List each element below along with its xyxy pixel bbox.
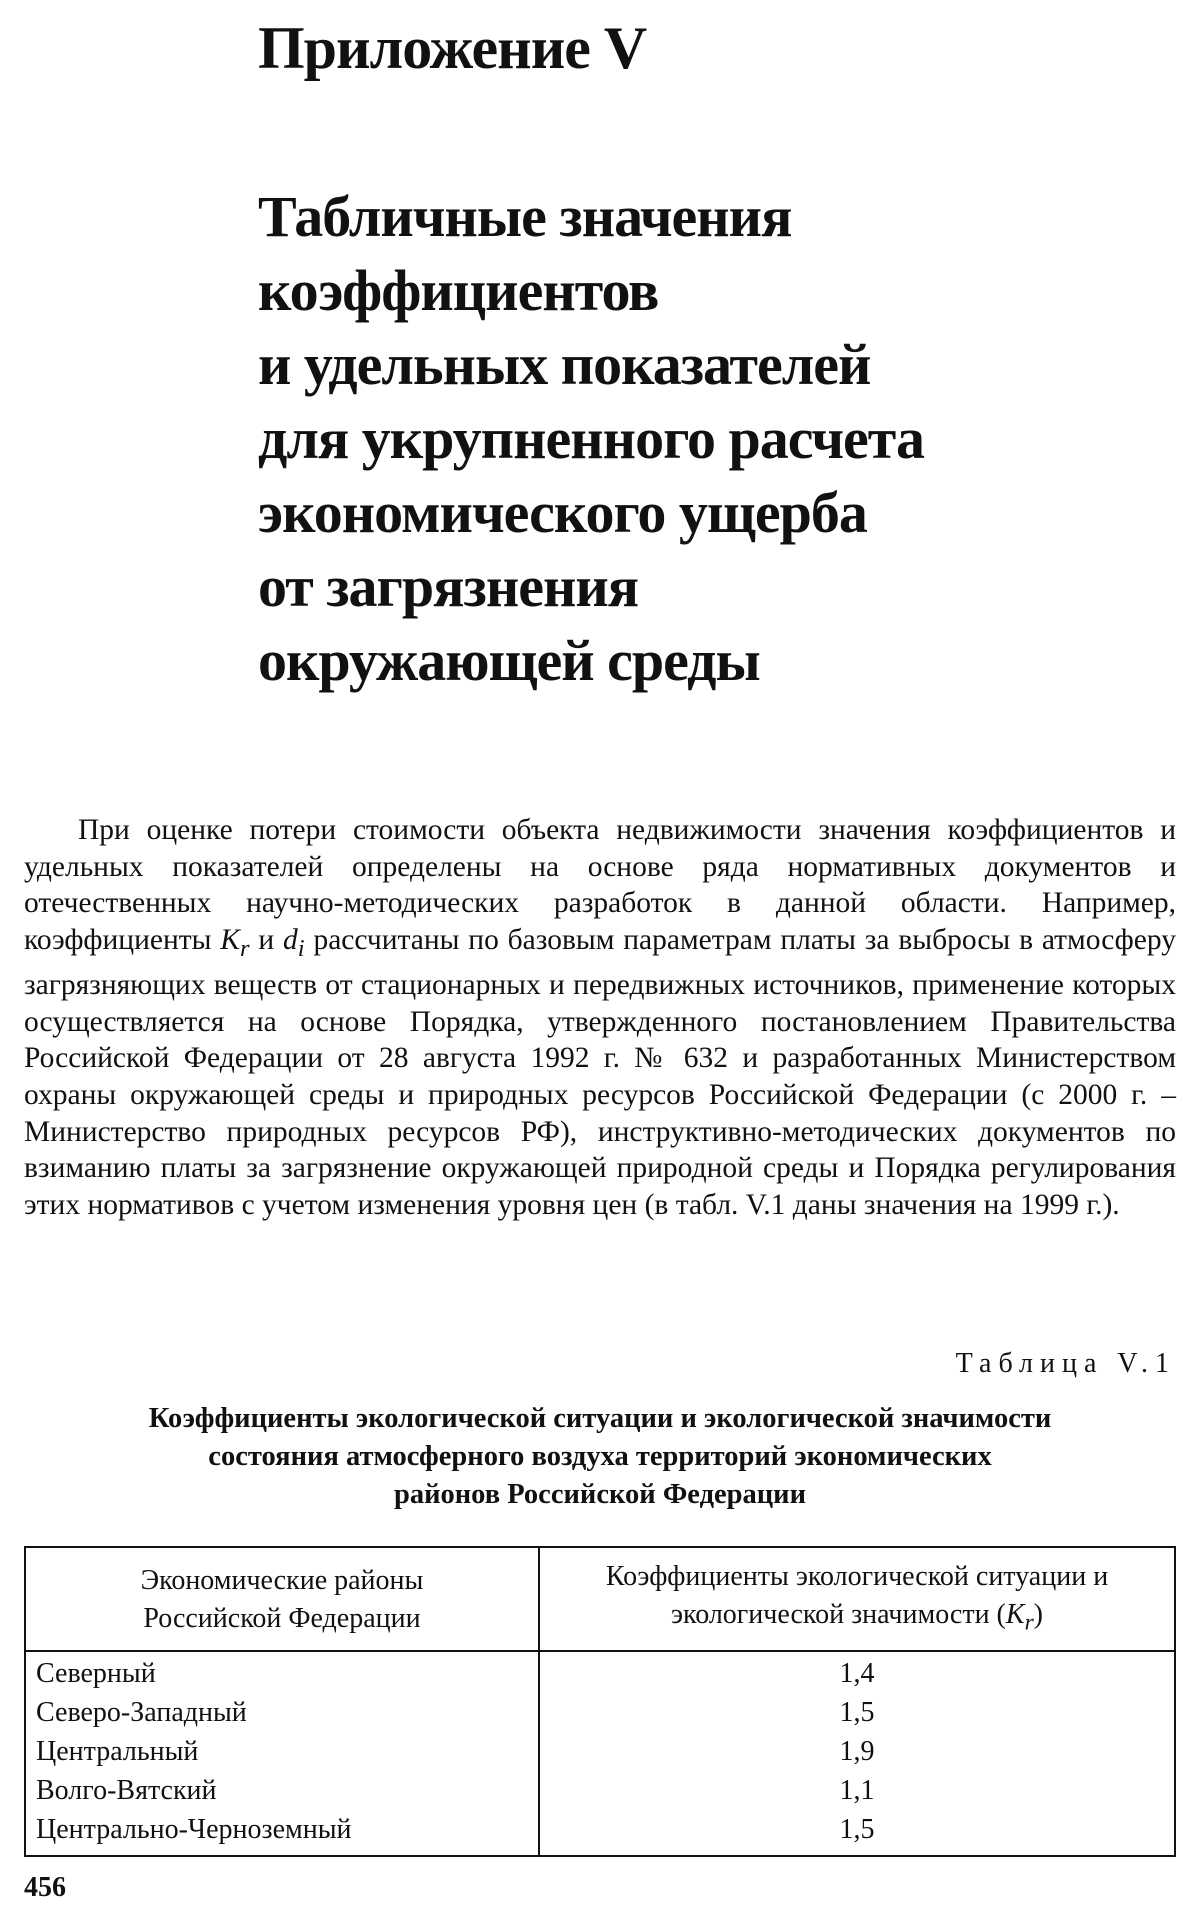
- main-title-line: экономического ущерба: [258, 480, 867, 545]
- coefficient-cell: 1,1: [539, 1771, 1175, 1810]
- page-number: 456: [24, 1872, 66, 1903]
- body-paragraph: [24, 812, 1176, 1223]
- main-title-line: коэффициентов: [258, 258, 659, 323]
- coefficient-cell: 1,9: [539, 1732, 1175, 1771]
- table-row: [25, 1651, 1175, 1693]
- table-label: Таблица V.1: [955, 1348, 1176, 1379]
- body-text-part: При оценке потери стоимости объекта недвижимости значения коэффициентов и удельных показателей определены на основе ряда нормативных документов и отечественных научно-методических разработок в данной области. Например, коэффициенты: [24, 814, 1176, 956]
- region-cell: Центрально-Черноземный: [25, 1810, 539, 1856]
- coefficient-cell: 1,4: [539, 1651, 1175, 1693]
- region-cell: Волго-Вятский: [25, 1771, 539, 1810]
- region-cell: Северный: [25, 1651, 539, 1693]
- appendix-title: Приложение V: [258, 15, 647, 81]
- main-title: [258, 180, 1118, 698]
- region-cell: Центральный: [25, 1732, 539, 1771]
- table-row: [25, 1732, 1175, 1771]
- column-header-regions: Экономические районы Российской Федерации: [25, 1547, 539, 1651]
- region-cell: Северо-Западный: [25, 1693, 539, 1732]
- table-header-row: [25, 1547, 1175, 1651]
- coefficients-table: [24, 1546, 1176, 1857]
- main-title-line: окружающей среды: [258, 628, 760, 693]
- column-header-coefficients: Коэффициенты экологической ситуации и экологической значимости $(K_r)$: [539, 1547, 1175, 1651]
- table-caption-line: Коэффициенты экологической ситуации и экологической значимости: [148, 1403, 1052, 1434]
- table-caption-line: состояния атмосферного воздуха территорий экономических: [208, 1441, 992, 1472]
- main-title-line: Табличные значения: [258, 184, 792, 249]
- coefficient-symbol-di: $d_i$: [283, 923, 305, 962]
- coefficient-cell: 1,5: [539, 1693, 1175, 1732]
- main-title-line: и удельных показателей: [258, 332, 871, 397]
- body-text-part: рассчитаны по базовым параметрам платы за выбросы в атмосферу загрязняющих веществ от стационарных и передвижных источников, применение которых осуществляется на основе Порядка, утвержденного постановлением Правительства Российской Федерации от 28 августа 1992 г. № 632 и разработанных Министерством охраны окружающей среды и природных ресурсов Российской Федерации (с 2000 г. – Министерство природных ресурсов РФ), инструктивно-методических документов по взиманию платы за загрязнение окружающей природной среды и Порядка регулирования этих нормативов с учетом изменения уровня цен (в табл. V.1 даны значения на 1999 г.).: [24, 923, 1176, 1221]
- table-row: [25, 1810, 1175, 1856]
- main-title-line: для укрупненного расчета: [258, 406, 924, 471]
- coefficient-cell: 1,5: [539, 1810, 1175, 1856]
- table-caption-line: районов Российской Федерации: [393, 1479, 806, 1510]
- body-text-part: и: [249, 923, 284, 956]
- table-row: [25, 1771, 1175, 1810]
- table-caption: [24, 1400, 1176, 1514]
- main-title-line: от загрязнения: [258, 554, 639, 619]
- table-row: [25, 1693, 1175, 1732]
- coefficient-symbol-kr: $K_r$: [220, 923, 250, 962]
